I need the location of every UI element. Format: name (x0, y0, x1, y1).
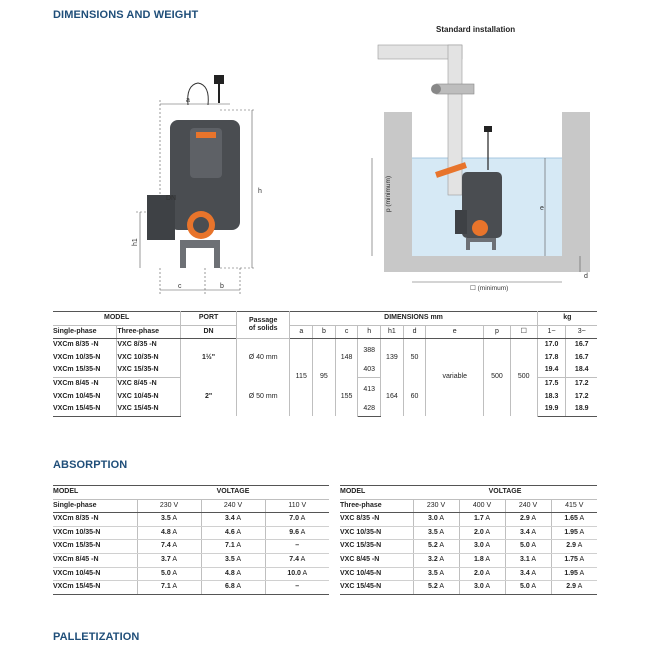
dim-h1-group2: 164 (381, 377, 404, 416)
abs3-th-model: MODEL (340, 486, 413, 500)
th-dim-h: h (358, 325, 381, 339)
th-dim-d: d (403, 325, 426, 339)
label-e: e (540, 205, 544, 212)
dim-p-value: 500 (484, 339, 511, 417)
abs3-value-cell: 1.95 A (551, 567, 597, 581)
table-row: VXCm 15/35-N VXC 15/35-N 403 19.4 18.4 (53, 364, 597, 377)
passage-group2: Ø 50 mm (236, 377, 290, 416)
abs3-value-cell: 3.2 A (413, 553, 459, 567)
abs3-value-cell: 1.7 A (459, 513, 505, 527)
abs3-value-cell: 3.0 A (459, 581, 505, 595)
abs3-model-cell: VXC 10/45-N (340, 567, 413, 581)
table-row: VXCm 15/45-N VXC 15/45-N 428 19.9 18.9 (53, 403, 597, 416)
abs1-value-cell: 3.7 A (137, 553, 201, 567)
abs3-value-cell: 3.1 A (505, 553, 551, 567)
table-row (340, 540, 597, 554)
label-p: p (minimum) (385, 175, 392, 212)
abs3-value-cell: 2.0 A (459, 567, 505, 581)
abs3-value-cell: 3.0 A (413, 513, 459, 527)
label-h: h (258, 188, 262, 195)
table-row (53, 513, 329, 527)
table-row (53, 540, 329, 554)
abs3-value-cell: 3.4 A (505, 567, 551, 581)
dim-d-group2: 60 (403, 377, 426, 416)
abs3-value-cell: 3.4 A (505, 526, 551, 540)
dim-h-row6: 428 (358, 403, 381, 416)
abs1-th-voltage: VOLTAGE (137, 486, 329, 500)
table-row: VXCm 10/35-N VXC 10/35-N 17.8 16.7 (53, 352, 597, 365)
abs1-value-cell: – (265, 581, 329, 595)
th-dimensions: DIMENSIONS mm (290, 312, 537, 326)
abs1-value-cell: 3.4 A (201, 513, 265, 527)
abs1-th-phase: Single-phase (53, 499, 137, 513)
abs3-model-cell: VXC 10/35-N (340, 526, 413, 540)
abs3-value-cell: 2.0 A (459, 526, 505, 540)
th-dn: DN (181, 325, 237, 339)
th-dim-b: b (313, 325, 336, 339)
dim-h-row1: 388 (358, 339, 381, 365)
label-box: ☐ (minimum) (470, 285, 509, 292)
abs1-model-cell: VXCm 15/35-N (53, 540, 137, 554)
label-b: b (220, 283, 224, 290)
abs1-model-cell: VXCm 10/45-N (53, 567, 137, 581)
table-row (53, 553, 329, 567)
abs3-model-cell: VXC 8/45 -N (340, 553, 413, 567)
abs1-th-model: MODEL (53, 486, 137, 500)
th-model: MODEL (53, 312, 181, 326)
abs1-value-cell: 7.1 A (137, 581, 201, 595)
table-row (340, 581, 597, 595)
abs3-value-cell: 1.75 A (551, 553, 597, 567)
abs1-model-cell: VXCm 15/45-N (53, 581, 137, 595)
abs3-value-cell: 3.5 A (413, 526, 459, 540)
abs3-value-cell: 2.9 A (505, 513, 551, 527)
abs1-model-cell: VXCm 8/45 -N (53, 553, 137, 567)
abs1-model-cell: VXCm 10/35-N (53, 526, 137, 540)
table-row (53, 526, 329, 540)
table-row (340, 553, 597, 567)
th-single-phase: Single-phase (53, 325, 117, 339)
abs1-value-cell: 4.8 A (137, 526, 201, 540)
passage-group1: Ø 40 mm (236, 339, 290, 378)
port-group2: 2" (181, 377, 237, 416)
th-dim-h1: h1 (381, 325, 404, 339)
table-row: VXCm 10/45-N VXC 10/45-N 18.3 17.2 (53, 391, 597, 404)
dim-h1-group1: 139 (381, 339, 404, 378)
dim-e-value: variable (426, 339, 484, 417)
abs1-value-cell: 3.5 A (137, 513, 201, 527)
abs1-value-cell: 5.0 A (137, 567, 201, 581)
th-dim-box: ☐ (510, 325, 537, 339)
abs1-value-cell: – (265, 540, 329, 554)
th-port: PORT (181, 312, 237, 326)
abs3-value-cell: 3.5 A (413, 567, 459, 581)
table-row: VXCm 8/35 -N VXC 8/35 -N 1½" Ø 40 mm 115 95 148 388 139 50 variable 500 500 17.0 16.7 (53, 339, 597, 352)
abs3-value-cell: 5.0 A (505, 581, 551, 595)
abs3-value-cell: 1.95 A (551, 526, 597, 540)
th-dim-c: c (335, 325, 358, 339)
palletization-title: PALLETIZATION (53, 631, 140, 643)
abs3-value-cell: 1.65 A (551, 513, 597, 527)
abs3-value-cell: 1.8 A (459, 553, 505, 567)
abs3-value-cell: 3.0 A (459, 540, 505, 554)
abs1-value-cell: 7.0 A (265, 513, 329, 527)
dim-h-row3: 403 (358, 364, 381, 377)
abs1-value-cell: 3.5 A (201, 553, 265, 567)
abs3-model-cell: VXC 15/35-N (340, 540, 413, 554)
label-c: c (178, 283, 182, 290)
label-dn: DN (166, 195, 177, 202)
label-d: d (584, 273, 588, 280)
dimensions-table (53, 311, 597, 417)
th-dim-p: p (484, 325, 511, 339)
th-kg: kg (537, 312, 597, 326)
abs1-value-cell: 6.8 A (201, 581, 265, 595)
abs3-value-cell: 2.9 A (551, 581, 597, 595)
abs3-value-cell: 5.0 A (505, 540, 551, 554)
th-kg-1ph: 1~ (537, 325, 566, 339)
abs1-value-cell: 4.8 A (201, 567, 265, 581)
table-row (53, 581, 329, 595)
abs3-th-phase: Three-phase (340, 499, 413, 513)
abs3-value-cell: 5.2 A (413, 581, 459, 595)
th-dim-e: e (426, 325, 484, 339)
abs3-model-cell: VXC 8/35 -N (340, 513, 413, 527)
installation-title: Standard installation (436, 25, 516, 34)
abs1-value-cell: 10.0 A (265, 567, 329, 581)
dim-box-value: 500 (510, 339, 537, 417)
abs1-value-cell: 7.1 A (201, 540, 265, 554)
th-dim-a: a (290, 325, 313, 339)
th-passage: Passage of solids (236, 312, 290, 339)
table-row (340, 567, 597, 581)
abs3-value-cell: 2.9 A (551, 540, 597, 554)
table-row: VXCm 8/45 -N VXC 8/45 -N 2" Ø 50 mm 155 413 164 60 17.5 17.2 (53, 377, 597, 390)
dimensions-title: DIMENSIONS AND WEIGHT (53, 9, 199, 21)
abs1-value-cell: 7.4 A (265, 553, 329, 567)
abs3-th-voltage: VOLTAGE (413, 486, 597, 500)
label-a: a (186, 97, 190, 104)
abs1-value-cell: 7.4 A (137, 540, 201, 554)
abs1-value-cell: 9.6 A (265, 526, 329, 540)
absorption-single-table: MODEL VOLTAGE Single-phase 230 V 240 V 110 V VXCm 8/35 -N 3.5 A 3.4 A 7.0 A VXCm 10/35-N 4.8 A 4.6 A 9.6 A VXCm 15/35-N 7.4 A 7.1 A – VXCm 8/45 -N 3.7 A 3.5 A 7.4 A VXCm 10/45-N 5.0 A 4.8 A 10.0 A VXCm 15/45-N 7.1 A 6.8 A – (53, 485, 329, 595)
dimension-diagram (0, 0, 650, 300)
dim-c-group1: 148 (335, 339, 358, 378)
dim-d-group1: 50 (403, 339, 426, 378)
absorption-title: ABSORPTION (53, 459, 128, 471)
dim-c-group2: 155 (335, 377, 358, 416)
table-row (340, 513, 597, 527)
port-group1: 1½" (181, 339, 237, 378)
th-kg-3ph: 3~ (566, 325, 597, 339)
dim-h-row4: 413 (358, 377, 381, 403)
abs1-value-cell: 4.6 A (201, 526, 265, 540)
label-h1: h1 (132, 238, 139, 246)
absorption-three-table: MODEL VOLTAGE Three-phase 230 V 400 V 240 V 415 V VXC 8/35 -N 3.0 A 1.7 A 2.9 A 1.65 A VXC 10/35-N 3.5 A 2.0 A 3.4 A 1.95 A VXC 15/35-N 5.2 A 3.0 A 5.0 A 2.9 A VXC 8/45 -N 3.2 A 1.8 A 3.1 A 1.75 A VXC 10/45-N 3.5 A 2.0 A 3.4 A 1.95 A VXC 15/45-N 5.2 A 3.0 A 5.0 A 2.9 A (340, 485, 597, 595)
abs3-model-cell: VXC 15/45-N (340, 581, 413, 595)
dim-b-value: 95 (313, 339, 336, 417)
table-row (53, 567, 329, 581)
dim-a-value: 115 (290, 339, 313, 417)
abs3-value-cell: 5.2 A (413, 540, 459, 554)
table-row (340, 526, 597, 540)
th-three-phase: Three-phase (117, 325, 181, 339)
abs1-model-cell: VXCm 8/35 -N (53, 513, 137, 527)
